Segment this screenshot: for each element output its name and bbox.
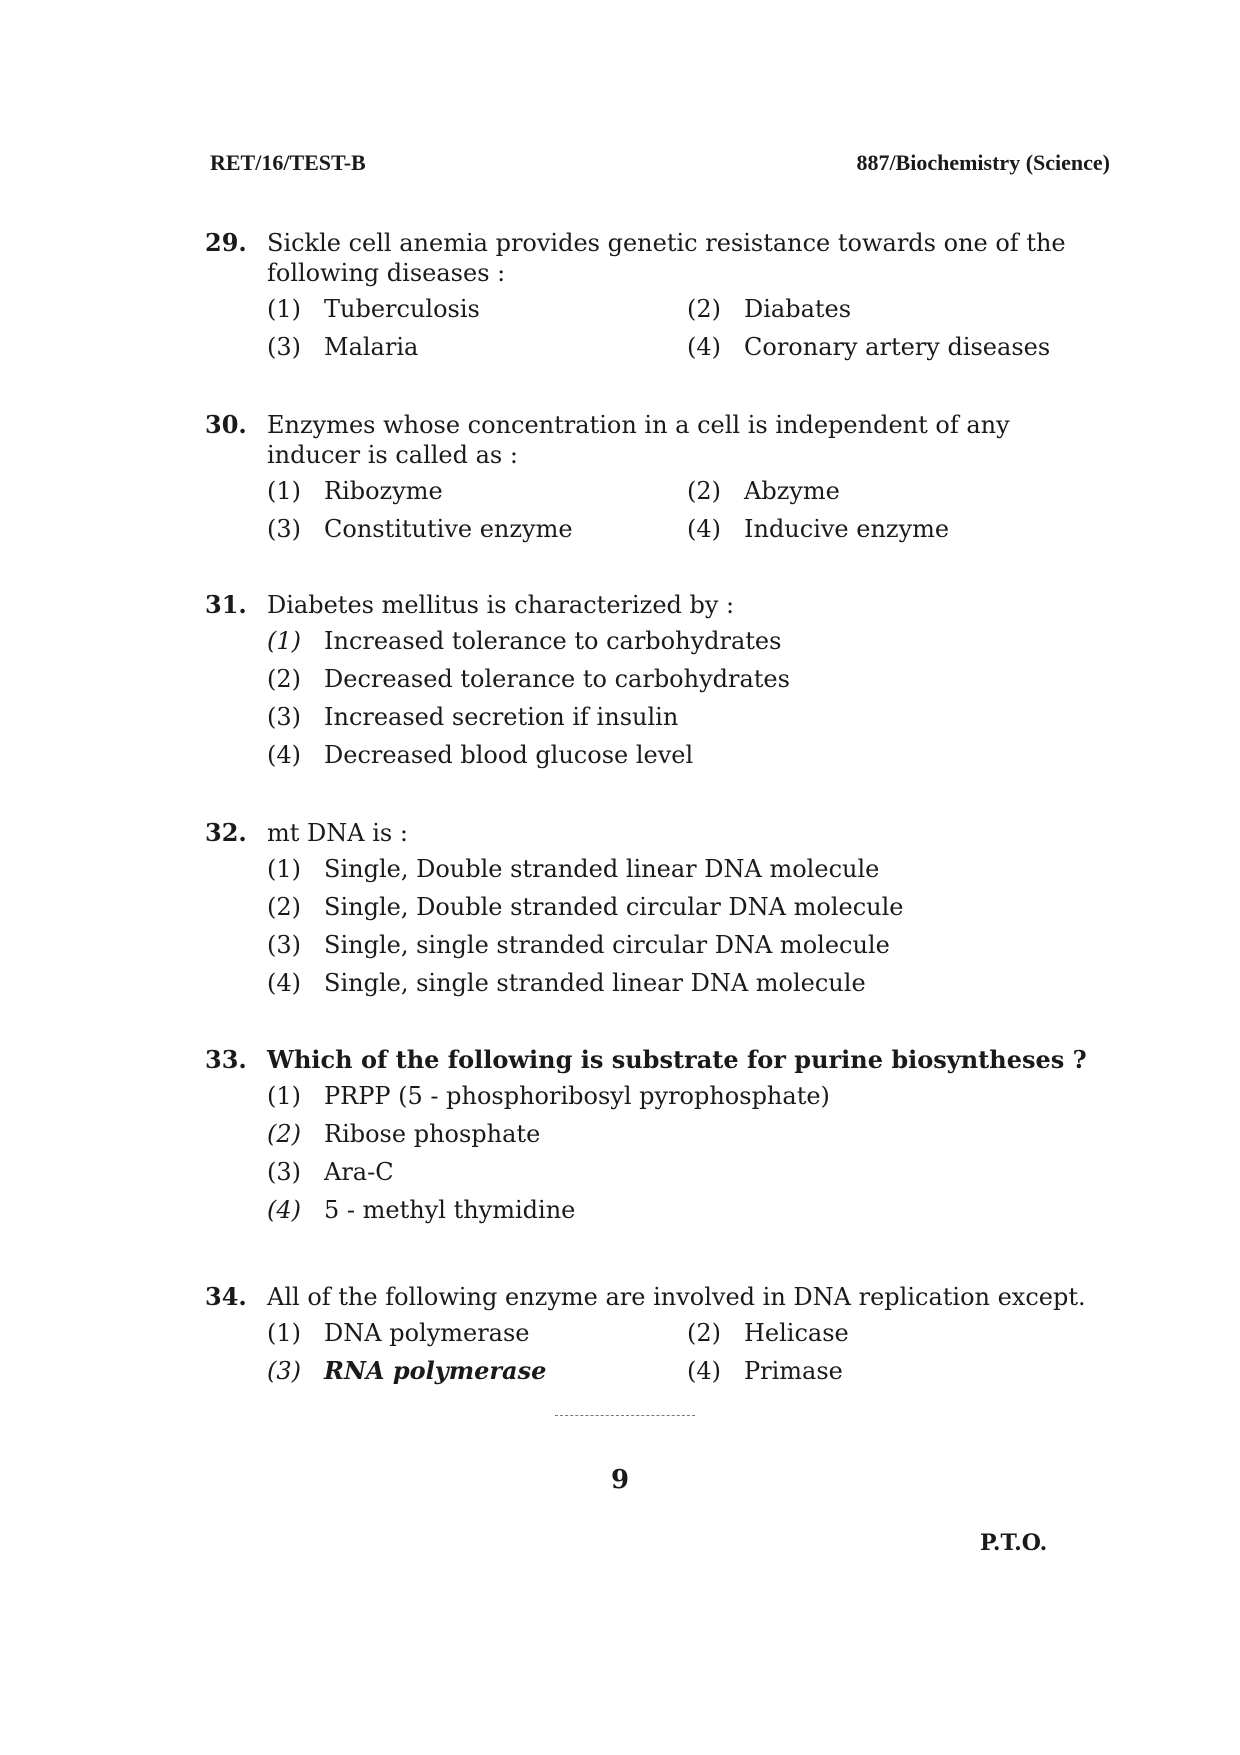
option-text: Ribose phosphate (324, 1120, 541, 1148)
option-text: Single, Double stranded linear DNA molecule (324, 855, 880, 883)
option-number: (1) (267, 295, 301, 323)
question-32 (205, 818, 1105, 998)
question-stem (205, 590, 1105, 620)
option (687, 1318, 1107, 1348)
option-text: Coronary artery diseases (744, 333, 1051, 361)
question-text: Sickle cell anemia provides genetic resistance towards one of the following diseases : (267, 229, 1066, 287)
option-text: Single, single stranded linear DNA molecule (324, 969, 866, 997)
option (267, 514, 687, 544)
option-number: (4) (687, 1357, 721, 1385)
option-text: Abzyme (744, 477, 840, 505)
option-number: (1) (267, 1082, 301, 1110)
option-text: Diabates (744, 295, 852, 323)
option (267, 1318, 687, 1348)
option (267, 740, 1105, 770)
question-stem (205, 1282, 1105, 1312)
exam-code: RET/16/TEST-B (210, 150, 366, 175)
option-number: (1) (267, 627, 301, 655)
option-number: (3) (267, 515, 301, 543)
option-text: Inducive enzyme (744, 515, 950, 543)
option (267, 892, 1105, 922)
option-text: RNA polymerase (324, 1356, 547, 1385)
question-text: Diabetes mellitus is characterized by : (267, 591, 735, 619)
option-text: Single, Double stranded circular DNA molecule (324, 893, 904, 921)
question-stem (205, 1045, 1105, 1075)
option (267, 332, 687, 362)
option-text: Decreased tolerance to carbohydrates (324, 665, 790, 693)
option-number: (1) (267, 477, 301, 505)
option (267, 854, 1105, 884)
question-stem (205, 818, 1105, 848)
option-text: Single, single stranded circular DNA molecule (324, 931, 890, 959)
question-number: 34. (205, 1282, 247, 1311)
options (205, 294, 1105, 362)
option-number: (4) (267, 741, 301, 769)
option-text: Malaria (324, 333, 419, 361)
subject-title: 887/Biochemistry (Science) (856, 150, 1110, 175)
question-number: 29. (205, 228, 247, 257)
question-number: 31. (205, 590, 247, 619)
option-number: (2) (267, 665, 301, 693)
option-number: (4) (267, 969, 301, 997)
option-number: (1) (267, 855, 301, 883)
option-number: (3) (267, 703, 301, 731)
option (267, 1157, 1105, 1187)
option (267, 1081, 1105, 1111)
option-text: Ara-C (324, 1158, 394, 1186)
option (267, 930, 1105, 960)
options (205, 626, 1105, 770)
option-number: (2) (687, 295, 721, 323)
question-30 (205, 410, 1105, 544)
option-text: DNA polymerase (324, 1319, 530, 1347)
question-text: Which of the following is substrate for purine biosyntheses ? (267, 1045, 1087, 1074)
option-number: (2) (267, 1120, 301, 1148)
option (687, 476, 1107, 506)
option (687, 294, 1107, 324)
option-number: (1) (267, 1319, 301, 1347)
option (267, 1195, 1105, 1225)
question-text: mt DNA is : (267, 819, 408, 847)
question-stem (205, 410, 1105, 470)
question-number: 32. (205, 818, 247, 847)
question-29 (205, 228, 1105, 362)
option (267, 968, 1105, 998)
option (687, 514, 1107, 544)
option-text: 5 - methyl thymidine (324, 1196, 576, 1224)
options (205, 1081, 1105, 1225)
option (267, 702, 1105, 732)
option-text: Constitutive enzyme (324, 515, 573, 543)
option-number: (2) (687, 1319, 721, 1347)
option (267, 664, 1105, 694)
option (267, 1356, 687, 1386)
option-text: Primase (744, 1357, 843, 1385)
question-33 (205, 1045, 1105, 1225)
option-number: (4) (687, 333, 721, 361)
option (267, 626, 1105, 656)
question-34 (205, 1282, 1105, 1386)
question-text: All of the following enzyme are involved in DNA replication except. (267, 1283, 1086, 1311)
option (687, 1356, 1107, 1386)
option-number: (3) (267, 1357, 301, 1385)
pto-label: P.T.O. (980, 1530, 1048, 1556)
option-number: (4) (267, 1196, 301, 1224)
options (205, 854, 1105, 998)
option-text: Ribozyme (324, 477, 443, 505)
options (205, 476, 1105, 544)
option-text: Increased tolerance to carbohydrates (324, 627, 782, 655)
option-text: PRPP (5 - phosphoribosyl pyrophosphate) (324, 1082, 830, 1110)
option-text: Helicase (744, 1319, 849, 1347)
question-number: 33. (205, 1045, 247, 1074)
question-text: Enzymes whose concentration in a cell is independent of any inducer is called as : (267, 411, 1010, 469)
option-text: Decreased blood glucose level (324, 741, 694, 769)
option (687, 332, 1107, 362)
option (267, 294, 687, 324)
question-31 (205, 590, 1105, 770)
option-number: (3) (267, 333, 301, 361)
question-stem (205, 228, 1105, 288)
page-number: 9 (610, 1465, 630, 1495)
option-number: (4) (687, 515, 721, 543)
option-number: (2) (687, 477, 721, 505)
divider (555, 1415, 695, 1416)
option-text: Increased secretion if insulin (324, 703, 679, 731)
option (267, 476, 687, 506)
option-number: (3) (267, 931, 301, 959)
page-header (210, 150, 1110, 186)
question-number: 30. (205, 410, 247, 439)
option (267, 1119, 1105, 1149)
option-text: Tuberculosis (324, 295, 480, 323)
options (205, 1318, 1105, 1386)
option-number: (3) (267, 1158, 301, 1186)
option-number: (2) (267, 893, 301, 921)
